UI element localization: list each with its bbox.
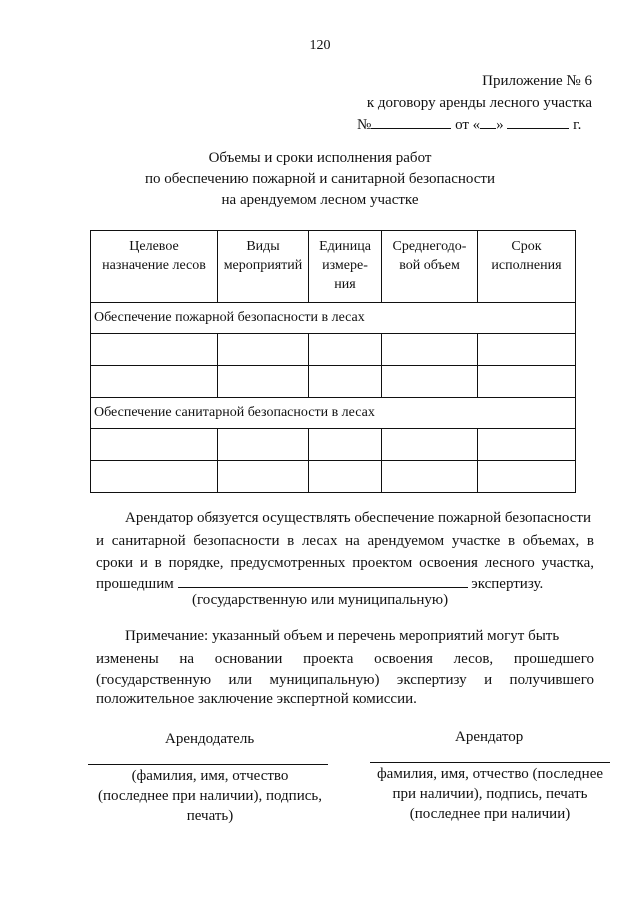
doc-title-line3: на арендуемом лесном участке: [221, 192, 419, 208]
note-line4: положительное заключение экспертной комиссии.: [96, 691, 417, 707]
note-line1: Примечание: указанный объем и перечень мероприятий могут быть: [125, 628, 560, 644]
table-cell: [478, 429, 576, 461]
lessor-title: Арендодатель: [165, 731, 255, 747]
table-cell: [478, 366, 576, 398]
quote-close: »: [496, 117, 504, 133]
appendix-subtitle: к договору аренды лесного участка: [366, 95, 592, 111]
table-cell: [91, 334, 218, 366]
obligation-line1: Арендатор обязуется осуществлять обеспечение пожарной безопасности: [125, 510, 592, 526]
month-blank: [507, 114, 569, 129]
section-row-sanitary: [91, 398, 576, 429]
obligation-line2: и санитарной безопасности в лесах на арендуемом участке в объемах, в: [96, 533, 594, 549]
table-cell: [218, 334, 309, 366]
expertise-caption: (государственную или муниципальную): [192, 592, 449, 608]
table-cell: [382, 334, 478, 366]
lessee-caption: фамилия, имя, отчество (последнее при наличии), подпись, печать (последнее при наличии): [376, 766, 604, 822]
table-cell: [309, 334, 382, 366]
table-header-row: [91, 231, 576, 303]
table-cell: [382, 461, 478, 493]
header-deadline: Срок исполнения: [478, 231, 576, 303]
header-purpose: Целевое назначение лесов: [91, 231, 218, 303]
lessee-title: Арендатор: [455, 729, 524, 745]
table-row: [91, 366, 576, 398]
table-cell: [91, 429, 218, 461]
table-cell: [218, 429, 309, 461]
table-cell: [382, 429, 478, 461]
table-cell: [309, 429, 382, 461]
header-unit: Единица измере- ния: [309, 231, 382, 303]
expertise-label: экспертизу.: [471, 576, 544, 592]
obligation-line4: [96, 573, 543, 593]
from-label: от «: [455, 117, 481, 133]
lessee-signature-line: [370, 762, 610, 763]
lessor-signature-line: [88, 764, 328, 765]
table-cell: [218, 366, 309, 398]
table-row: [91, 334, 576, 366]
table-cell: [382, 366, 478, 398]
obligation-line3: сроки и в порядке, предусмотренных проектом освоения лесного участка,: [96, 555, 594, 571]
number-blank: [371, 114, 451, 129]
table-cell: [309, 366, 382, 398]
table-cell: [218, 461, 309, 493]
table-cell: [309, 461, 382, 493]
lessor-caption: (фамилия, имя, отчество (последнее при наличии), подпись, печать): [98, 768, 322, 824]
section-sanitary-label: Обеспечение санитарной безопасности в лесах: [91, 398, 576, 429]
section-row-fire: [91, 303, 576, 334]
table-row: [91, 429, 576, 461]
note-line3: (государственную или муниципальную) экспертизу и получившего: [96, 672, 594, 688]
header-volume: Среднегодо- вой объем: [382, 231, 478, 303]
doc-title-line2: по обеспечению пожарной и санитарной безопасности: [144, 171, 496, 187]
table-row: [91, 461, 576, 493]
header-activities: Виды мероприятий: [218, 231, 309, 303]
works-table: [90, 230, 576, 493]
expertise-blank: [178, 573, 468, 588]
number-label: №: [357, 117, 372, 133]
passed-label: прошедшим: [96, 576, 174, 592]
note-line2: изменены на основании проекта освоения лесов, прошедшего: [96, 651, 594, 667]
table-cell: [91, 366, 218, 398]
page-number: 120: [309, 38, 331, 53]
table-cell: [478, 461, 576, 493]
day-blank: [480, 114, 496, 129]
year-suffix: г.: [573, 117, 582, 133]
appendix-title: Приложение № 6: [482, 73, 592, 89]
table-cell: [478, 334, 576, 366]
contract-number-line: [357, 114, 597, 134]
doc-title-line1: Объемы и сроки исполнения работ: [208, 150, 432, 166]
table-cell: [91, 461, 218, 493]
section-fire-label: Обеспечение пожарной безопасности в лесах: [91, 303, 576, 334]
